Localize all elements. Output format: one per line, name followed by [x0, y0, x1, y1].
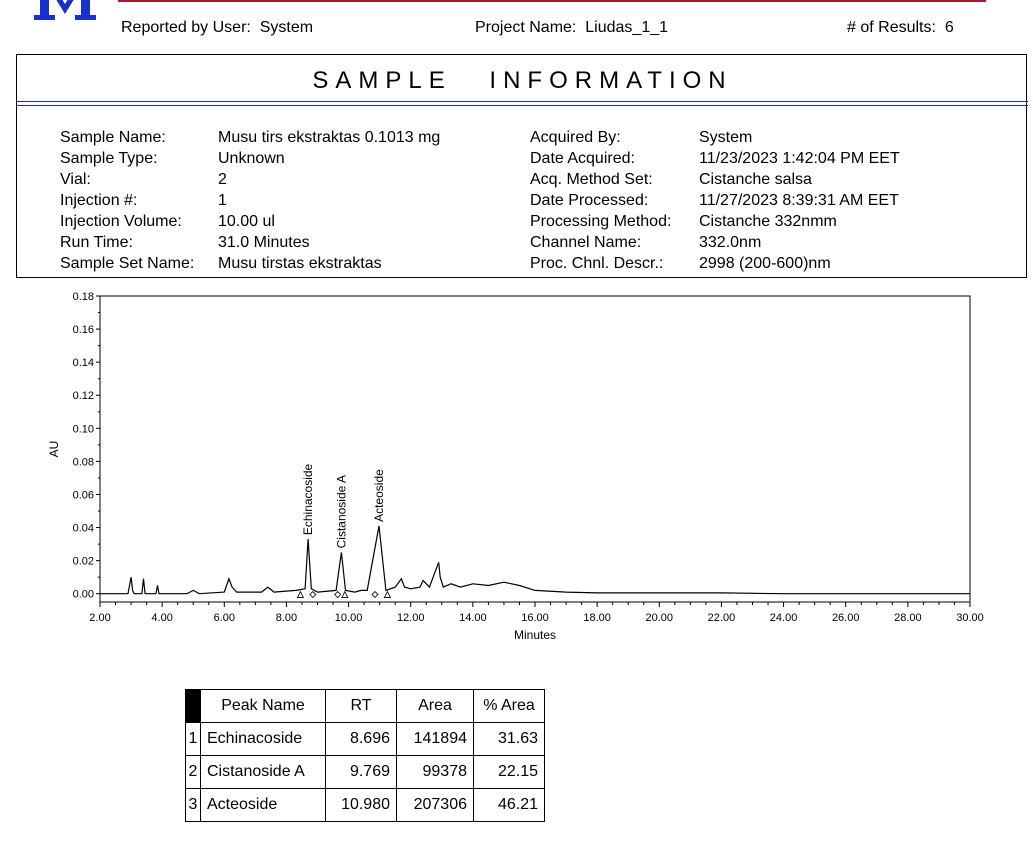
x-tick-label: 8.00 — [275, 612, 298, 624]
sample-information-title: SAMPLE INFORMATION — [312, 67, 733, 94]
info-row — [530, 127, 900, 148]
x-tick-label: 10.00 — [334, 612, 363, 624]
x-tick-label: 18.00 — [583, 612, 611, 624]
info-label: Sample Name: — [60, 129, 166, 146]
info-value: Cistanche salsa — [699, 171, 812, 188]
chromatogram-trace — [100, 526, 970, 594]
table-row — [186, 756, 545, 789]
info-value: 2 — [218, 171, 227, 188]
x-tick-label: 2.00 — [89, 612, 111, 624]
info-label: Proc. Chnl. Descr.: — [530, 255, 664, 272]
reported-by: Reported by User: System — [121, 19, 314, 36]
y-tick-label: 0.00 — [72, 588, 94, 601]
header-rt: RT — [326, 690, 397, 723]
row-pct-area: 31.63 — [474, 723, 545, 756]
title-divider-top — [17, 101, 1028, 102]
table-header-row — [186, 690, 545, 723]
info-label: Injection #: — [60, 192, 138, 209]
row-rt: 8.696 — [326, 723, 397, 756]
row-index: 2 — [186, 756, 201, 789]
chromatogram-chart — [0, 280, 1033, 660]
x-tick-label: 22.00 — [707, 612, 736, 624]
row-area: 99378 — [397, 756, 474, 789]
info-value: Musu tirstas ekstraktas — [218, 255, 382, 272]
row-rt: 10.980 — [326, 789, 397, 822]
peak-label: Cistanoside A — [334, 474, 349, 549]
info-label: Sample Set Name: — [60, 255, 195, 272]
peak-start-marker — [342, 592, 348, 598]
info-label: Vial: — [60, 171, 91, 188]
row-area: 141894 — [397, 723, 474, 756]
header-rule — [118, 0, 986, 2]
peak-end-marker — [310, 592, 316, 598]
info-row — [60, 190, 440, 211]
peak-end-marker — [335, 592, 341, 598]
info-row — [60, 232, 440, 253]
x-tick-label: 20.00 — [645, 612, 674, 624]
row-area: 207306 — [397, 789, 474, 822]
sample-info-right — [530, 127, 900, 274]
info-value: 31.0 Minutes — [218, 234, 310, 251]
header-area: Area — [397, 690, 474, 723]
info-value: Musu tirs ekstraktas 0.1013 mg — [218, 129, 441, 146]
x-tick-label: 28.00 — [894, 612, 922, 624]
row-peak-name: Echinacoside — [201, 723, 326, 756]
table-corner — [186, 690, 201, 723]
x-tick-label: 16.00 — [521, 612, 549, 624]
info-value: Unknown — [218, 150, 285, 167]
y-tick-label: 0.06 — [72, 489, 94, 502]
info-label: Acquired By: — [530, 129, 621, 146]
info-label: Run Time: — [60, 234, 133, 251]
y-tick-label: 0.12 — [72, 390, 94, 403]
x-tick-label: 26.00 — [831, 612, 860, 624]
info-row — [60, 253, 440, 274]
row-index: 3 — [186, 789, 201, 822]
peak-start-marker — [384, 592, 390, 598]
info-value: 11/27/2023 8:39:31 AM EET — [699, 192, 899, 209]
peak-label: Echinacoside — [301, 463, 316, 536]
y-tick-label: 0.10 — [72, 423, 94, 436]
row-rt: 9.769 — [326, 756, 397, 789]
row-pct-area: 22.15 — [474, 756, 545, 789]
info-label: Processing Method: — [530, 213, 672, 230]
row-pct-area: 46.21 — [474, 789, 545, 822]
x-tick-label: 24.00 — [769, 612, 798, 624]
y-tick-label: 0.04 — [72, 522, 94, 535]
info-row — [530, 253, 900, 274]
info-label: Date Acquired: — [530, 150, 635, 167]
peak-label: Acteoside — [372, 469, 387, 522]
y-tick-label: 0.02 — [72, 555, 94, 568]
info-label: Channel Name: — [530, 234, 642, 251]
info-row — [530, 190, 900, 211]
company-logo — [30, 0, 100, 22]
info-value: System — [699, 129, 753, 146]
y-axis-label: AU — [47, 440, 61, 458]
project-name: Project Name: Liudas_1_1 — [475, 19, 669, 36]
results-table — [185, 689, 545, 822]
sample-information-box — [16, 54, 1027, 278]
row-peak-name: Cistanoside A — [201, 756, 326, 789]
header-peak-name: Peak Name — [201, 690, 326, 723]
peak-end-marker — [372, 592, 378, 598]
row-index: 1 — [186, 723, 201, 756]
sample-info-left — [60, 127, 440, 274]
results-count: # of Results: 6 — [847, 19, 954, 36]
info-row — [60, 127, 440, 148]
info-row — [60, 148, 440, 169]
plot-frame — [100, 296, 970, 602]
y-tick-label: 0.16 — [72, 324, 94, 337]
info-value: 2998 (200-600)nm — [699, 255, 831, 272]
x-tick-label: 6.00 — [213, 612, 235, 624]
info-row — [60, 169, 440, 190]
info-row — [530, 232, 900, 253]
peak-start-marker — [297, 592, 303, 598]
x-tick-label: 14.00 — [459, 612, 487, 624]
x-tick-label: 12.00 — [396, 612, 425, 624]
title-divider-bottom — [17, 105, 1028, 106]
y-tick-label: 0.18 — [72, 291, 94, 303]
info-label: Acq. Method Set: — [530, 171, 653, 188]
info-label: Date Processed: — [530, 192, 649, 209]
x-tick-label: 30.00 — [956, 612, 984, 624]
info-value: 11/23/2023 1:42:04 PM EET — [699, 150, 900, 167]
info-label: Injection Volume: — [60, 213, 182, 230]
info-value: 1 — [218, 192, 227, 209]
x-tick-label: 4.00 — [151, 612, 173, 624]
y-tick-label: 0.08 — [72, 456, 94, 469]
info-value: 10.00 ul — [218, 213, 275, 230]
table-row — [186, 723, 545, 756]
row-peak-name: Acteoside — [201, 789, 326, 822]
info-row — [530, 169, 900, 190]
info-value: Cistanche 332nmm — [699, 213, 837, 230]
info-label: Sample Type: — [60, 150, 158, 167]
info-value: 332.0nm — [699, 234, 762, 251]
header-pct-area: % Area — [474, 690, 545, 723]
y-tick-label: 0.14 — [72, 357, 94, 370]
info-row — [60, 211, 440, 232]
info-row — [530, 148, 900, 169]
table-row — [186, 789, 545, 822]
x-axis-label: Minutes — [513, 628, 557, 642]
info-row — [530, 211, 900, 232]
